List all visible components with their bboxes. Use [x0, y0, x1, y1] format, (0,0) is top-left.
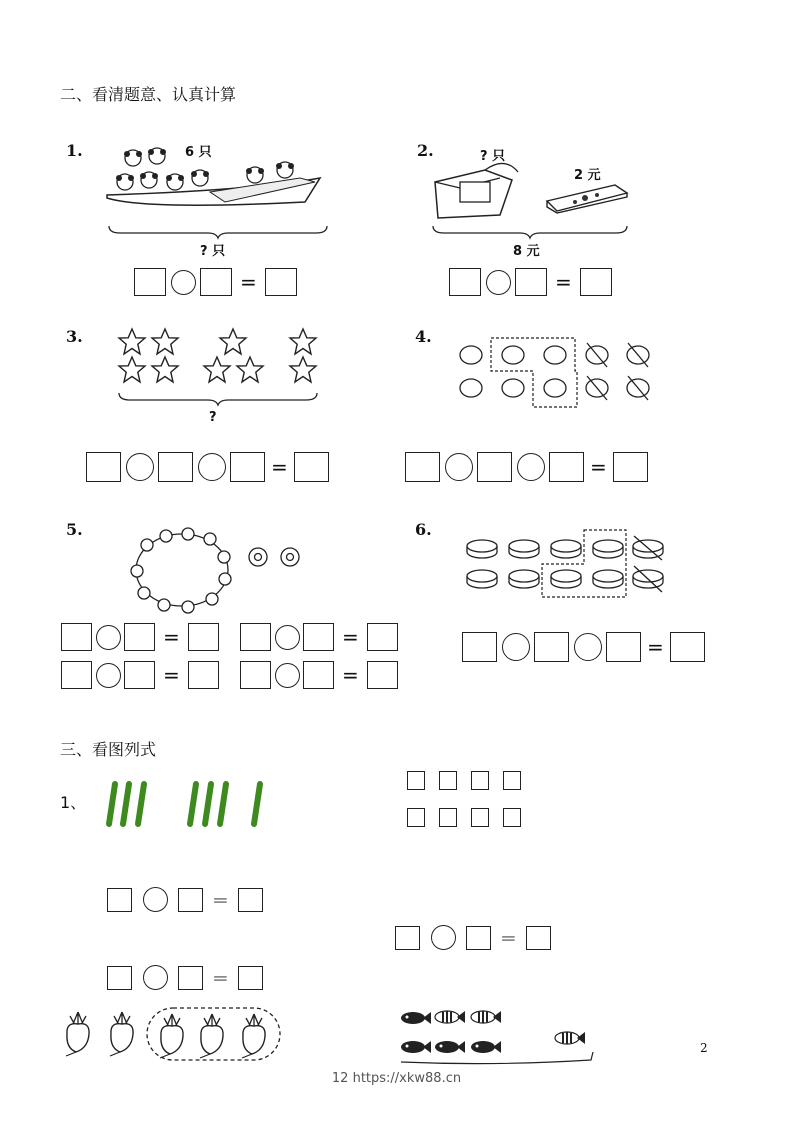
- problem-3-equation: [86, 452, 329, 482]
- equals-sign: =: [342, 663, 359, 687]
- answer-box[interactable]: [367, 623, 398, 651]
- problem-5-number: 5.: [66, 520, 83, 539]
- answer-box[interactable]: [439, 771, 457, 790]
- answer-box[interactable]: [367, 661, 398, 689]
- answer-box[interactable]: [477, 452, 512, 482]
- section-3-item-1-number: 1、: [60, 793, 87, 812]
- problem-1-number: 1.: [66, 141, 83, 160]
- green-sticks-illustration: [100, 780, 270, 830]
- equals-sign: =: [500, 925, 517, 950]
- operator-circle[interactable]: [96, 663, 121, 688]
- answer-box[interactable]: [240, 623, 271, 651]
- answer-box[interactable]: [61, 661, 92, 689]
- dogs-boat-illustration: [105, 140, 325, 215]
- section-3-equation-1: [107, 887, 263, 912]
- answer-box[interactable]: [407, 808, 425, 827]
- problem-1-bottom-label: ? 只: [200, 244, 226, 259]
- problem-2-top-label: ? 只: [480, 149, 506, 164]
- problem-2-number: 2.: [417, 141, 434, 160]
- answer-box[interactable]: [188, 661, 219, 689]
- section-3-equation-3: [107, 965, 263, 990]
- equals-sign: =: [163, 663, 180, 687]
- answer-box[interactable]: [449, 268, 481, 296]
- equals-sign: =: [240, 270, 257, 294]
- answer-box[interactable]: [238, 888, 263, 912]
- equals-sign: =: [590, 455, 607, 479]
- brace-icon: [432, 225, 628, 239]
- problem-2-equation: [449, 268, 612, 296]
- answer-box[interactable]: [303, 623, 334, 651]
- answer-box[interactable]: [549, 452, 584, 482]
- coins-illustration: [462, 528, 672, 600]
- answer-box[interactable]: [580, 268, 612, 296]
- problem-3-number: 3.: [66, 327, 83, 346]
- answer-box[interactable]: [178, 966, 203, 990]
- answer-box[interactable]: [471, 808, 489, 827]
- equals-sign: =: [647, 635, 664, 659]
- answer-box[interactable]: [124, 623, 155, 651]
- problem-2-bottom-label: 8 元: [513, 244, 540, 259]
- equals-sign: =: [163, 625, 180, 649]
- operator-circle[interactable]: [445, 453, 473, 481]
- answer-box[interactable]: [439, 808, 457, 827]
- radishes-illustration: [62, 1000, 287, 1065]
- problem-1-equation: [134, 268, 297, 296]
- problem-2-price-label: 2 元: [574, 168, 601, 183]
- answer-box[interactable]: [670, 632, 705, 662]
- section-3-title: 三、看图列式: [60, 740, 157, 759]
- operator-circle[interactable]: [502, 633, 530, 661]
- answer-box[interactable]: [462, 632, 497, 662]
- section-2-title: 二、看清题意、认真计算: [60, 85, 237, 104]
- operator-circle[interactable]: [96, 625, 121, 650]
- circles-crossed-illustration: [455, 335, 660, 410]
- operator-circle[interactable]: [486, 270, 511, 295]
- brace-icon: [118, 392, 318, 406]
- answer-box[interactable]: [158, 452, 193, 482]
- operator-circle[interactable]: [275, 625, 300, 650]
- answer-box[interactable]: [188, 623, 219, 651]
- problem-1-top-label: 6 只: [185, 145, 212, 160]
- operator-circle[interactable]: [517, 453, 545, 481]
- operator-circle[interactable]: [198, 453, 226, 481]
- problem-6-equation: [462, 632, 705, 662]
- stars-illustration: [115, 326, 325, 386]
- footer-url: 12 https://xkw88.cn: [331, 1071, 462, 1086]
- answer-box[interactable]: [265, 268, 297, 296]
- answer-box[interactable]: [515, 268, 547, 296]
- answer-box[interactable]: [606, 632, 641, 662]
- answer-box[interactable]: [178, 888, 203, 912]
- problem-5-equation-1: [61, 623, 219, 651]
- equals-sign: =: [342, 625, 359, 649]
- operator-circle[interactable]: [171, 270, 196, 295]
- problem-4-number: 4.: [415, 327, 432, 346]
- answer-box[interactable]: [124, 661, 155, 689]
- answer-box[interactable]: [526, 926, 551, 950]
- answer-box[interactable]: [503, 808, 521, 827]
- answer-box[interactable]: [240, 661, 271, 689]
- operator-circle[interactable]: [143, 965, 168, 990]
- operator-circle[interactable]: [431, 925, 456, 950]
- problem-6-number: 6.: [415, 520, 432, 539]
- problem-5-equation-2: [240, 623, 398, 651]
- rings-illustration: [132, 527, 312, 617]
- answer-box[interactable]: [238, 966, 263, 990]
- answer-box[interactable]: [107, 966, 132, 990]
- answer-box[interactable]: [405, 452, 440, 482]
- section-3-equation-2: [395, 925, 551, 950]
- answer-box[interactable]: [471, 771, 489, 790]
- answer-box[interactable]: [407, 771, 425, 790]
- equals-sign: =: [271, 455, 288, 479]
- answer-box[interactable]: [107, 888, 132, 912]
- answer-box[interactable]: [86, 452, 121, 482]
- fish-illustration: [395, 1000, 595, 1068]
- problem-4-equation: [405, 452, 648, 482]
- bag-icon: [430, 160, 520, 222]
- answer-box[interactable]: [61, 623, 92, 651]
- operator-circle[interactable]: [126, 453, 154, 481]
- equals-sign: =: [555, 270, 572, 294]
- answer-box-grid: [407, 771, 521, 827]
- answer-box[interactable]: [466, 926, 491, 950]
- problem-3-bottom-label: ?: [209, 410, 217, 425]
- answer-box[interactable]: [230, 452, 265, 482]
- problem-5-equation-4: [240, 661, 398, 689]
- answer-box[interactable]: [534, 632, 569, 662]
- equals-sign: =: [212, 887, 229, 912]
- answer-box[interactable]: [134, 268, 166, 296]
- problem-5-equation-3: [61, 661, 219, 689]
- operator-circle[interactable]: [275, 663, 300, 688]
- brace-icon: [108, 225, 328, 239]
- answer-box[interactable]: [503, 771, 521, 790]
- answer-box[interactable]: [303, 661, 334, 689]
- answer-box[interactable]: [395, 926, 420, 950]
- pencil-case-icon: [545, 183, 630, 215]
- answer-box[interactable]: [613, 452, 648, 482]
- answer-box[interactable]: [200, 268, 232, 296]
- equals-sign: =: [212, 965, 229, 990]
- answer-box[interactable]: [294, 452, 329, 482]
- operator-circle[interactable]: [574, 633, 602, 661]
- operator-circle[interactable]: [143, 887, 168, 912]
- page-number: 2: [700, 1041, 708, 1055]
